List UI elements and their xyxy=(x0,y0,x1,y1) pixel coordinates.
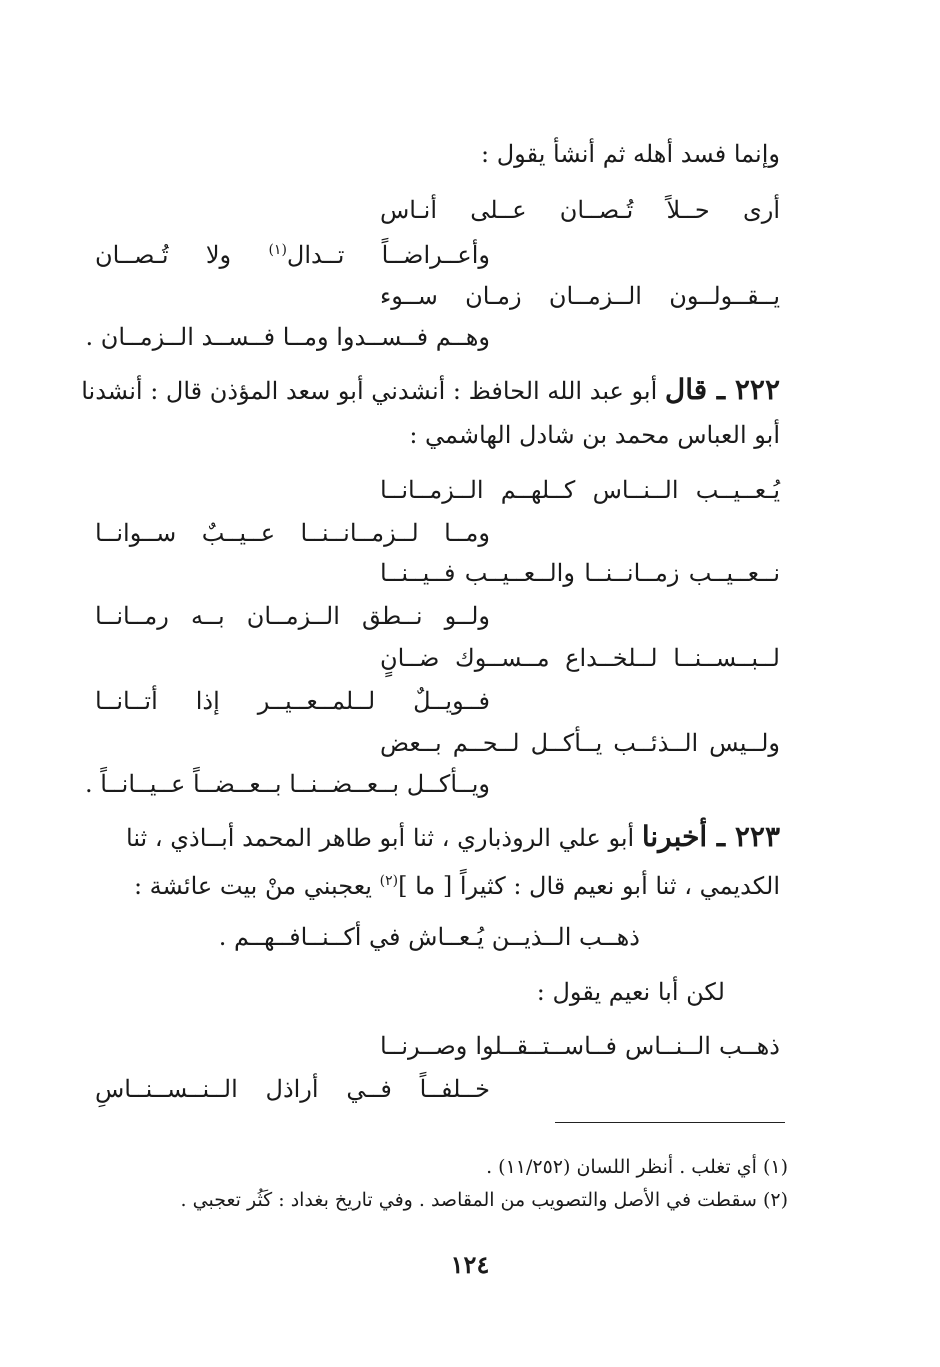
section-text: أبو عبد الله الحافظ : أنشدني أبو سعد المؤذن قال : أنشدنا xyxy=(81,377,658,405)
footnote-1: (١) أي تغلب . أنظر اللسان (١١/٢٥٢) . xyxy=(486,1156,788,1178)
poem2-verse2-second-hemistich: ولــو نــطق الــزمــان بــه رمــانــا xyxy=(95,602,490,630)
page-number: ١٢٤ xyxy=(450,1250,490,1279)
section-text: الكديمي ، ثنا أبو نعيم قال : كثيراً [ ما ] xyxy=(398,872,780,900)
poem2-verse1-second-hemistich: ومــا لــزمــانــنــا عــيــبٌ ســوانــا xyxy=(95,519,490,547)
footnote-separator xyxy=(555,1122,785,1123)
hemistich-text: ولا تُـصــان xyxy=(95,241,232,269)
poem2-verse3-first-hemistich: لــبــســنــا لــلخــداع مــســوك ضــانٍ xyxy=(380,644,780,672)
footnote-2: (٢) سقطت في الأصل والتصويب من المقاصد . وفي تاريخ بغداد : كَثُر تعجبي . xyxy=(180,1189,788,1211)
poem2-verse4-first-hemistich: ولــيس الــذئــب يــأكــل لــحــم بــعض xyxy=(380,729,780,757)
section-222-line2: أبو العباس محمد بن شادل الهاشمي : xyxy=(409,421,780,449)
poem3-verse1: ذهــب الــذيــن يُـعــاش في أكــنــافــهــم . xyxy=(218,923,640,951)
poem1-verse1-second-hemistich xyxy=(95,233,490,272)
section-number-223: ٢٢٣ ـ أخبرنا xyxy=(641,820,780,853)
intro-line: وإنما فسد أهله ثم أنشأ يقول : xyxy=(481,140,780,168)
section-number-222: ٢٢٢ ـ قال xyxy=(664,373,780,406)
hemistich-text: وأعــراضــاً تــدال xyxy=(286,241,490,269)
lakin-line: لكن أبا نعيم يقول : xyxy=(536,978,725,1006)
footnote-marker-1: (١) xyxy=(268,242,287,258)
section-text: يعجبني منْ بيت عائشة : xyxy=(133,872,372,900)
section-222-line1 xyxy=(81,373,780,408)
poem2-verse4-second-hemistich: ويــأكــل بــعــضــنــا بــعــضــاً عــيــانــاً . xyxy=(85,770,490,798)
footnote-marker-2: (٢) xyxy=(379,873,399,889)
poem4-verse1-second-hemistich: خــلفــاً فــي أراذل الــنــســنــاسِ xyxy=(95,1075,490,1103)
poem2-verse1-first-hemistich: يُـعــيــب الــنــاس كــلهــم الــزمــانــا xyxy=(380,476,780,504)
poem1-verse2-second-hemistich: وهــم فــســدوا ومــا فــســد الــزمــان . xyxy=(85,323,490,351)
section-223-line1 xyxy=(95,820,780,855)
poem1-verse1-first-hemistich: أرى حــلاً تُـصــان عــلى أنـاس xyxy=(380,196,780,224)
poem2-verse3-second-hemistich: فــويــلٌ لــلمــعــيــر إذا أتــانــا xyxy=(95,687,490,715)
section-text: أبو علي الروذباري ، ثنا أبو طاهر المحمد أبــاذي ، ثنا xyxy=(126,824,635,852)
poem1-verse2-first-hemistich: يــقــولــون الــزمــان زمـان ســوء xyxy=(380,282,780,310)
poem4-verse1-first-hemistich: ذهــب الــنــاس فــاســتــقــلوا وصــرنــا xyxy=(380,1032,780,1060)
section-223-line2 xyxy=(95,864,780,903)
poem2-verse2-first-hemistich: نــعــيــب زمــانــنــا والــعــيــب فــيــنــا xyxy=(380,559,780,587)
